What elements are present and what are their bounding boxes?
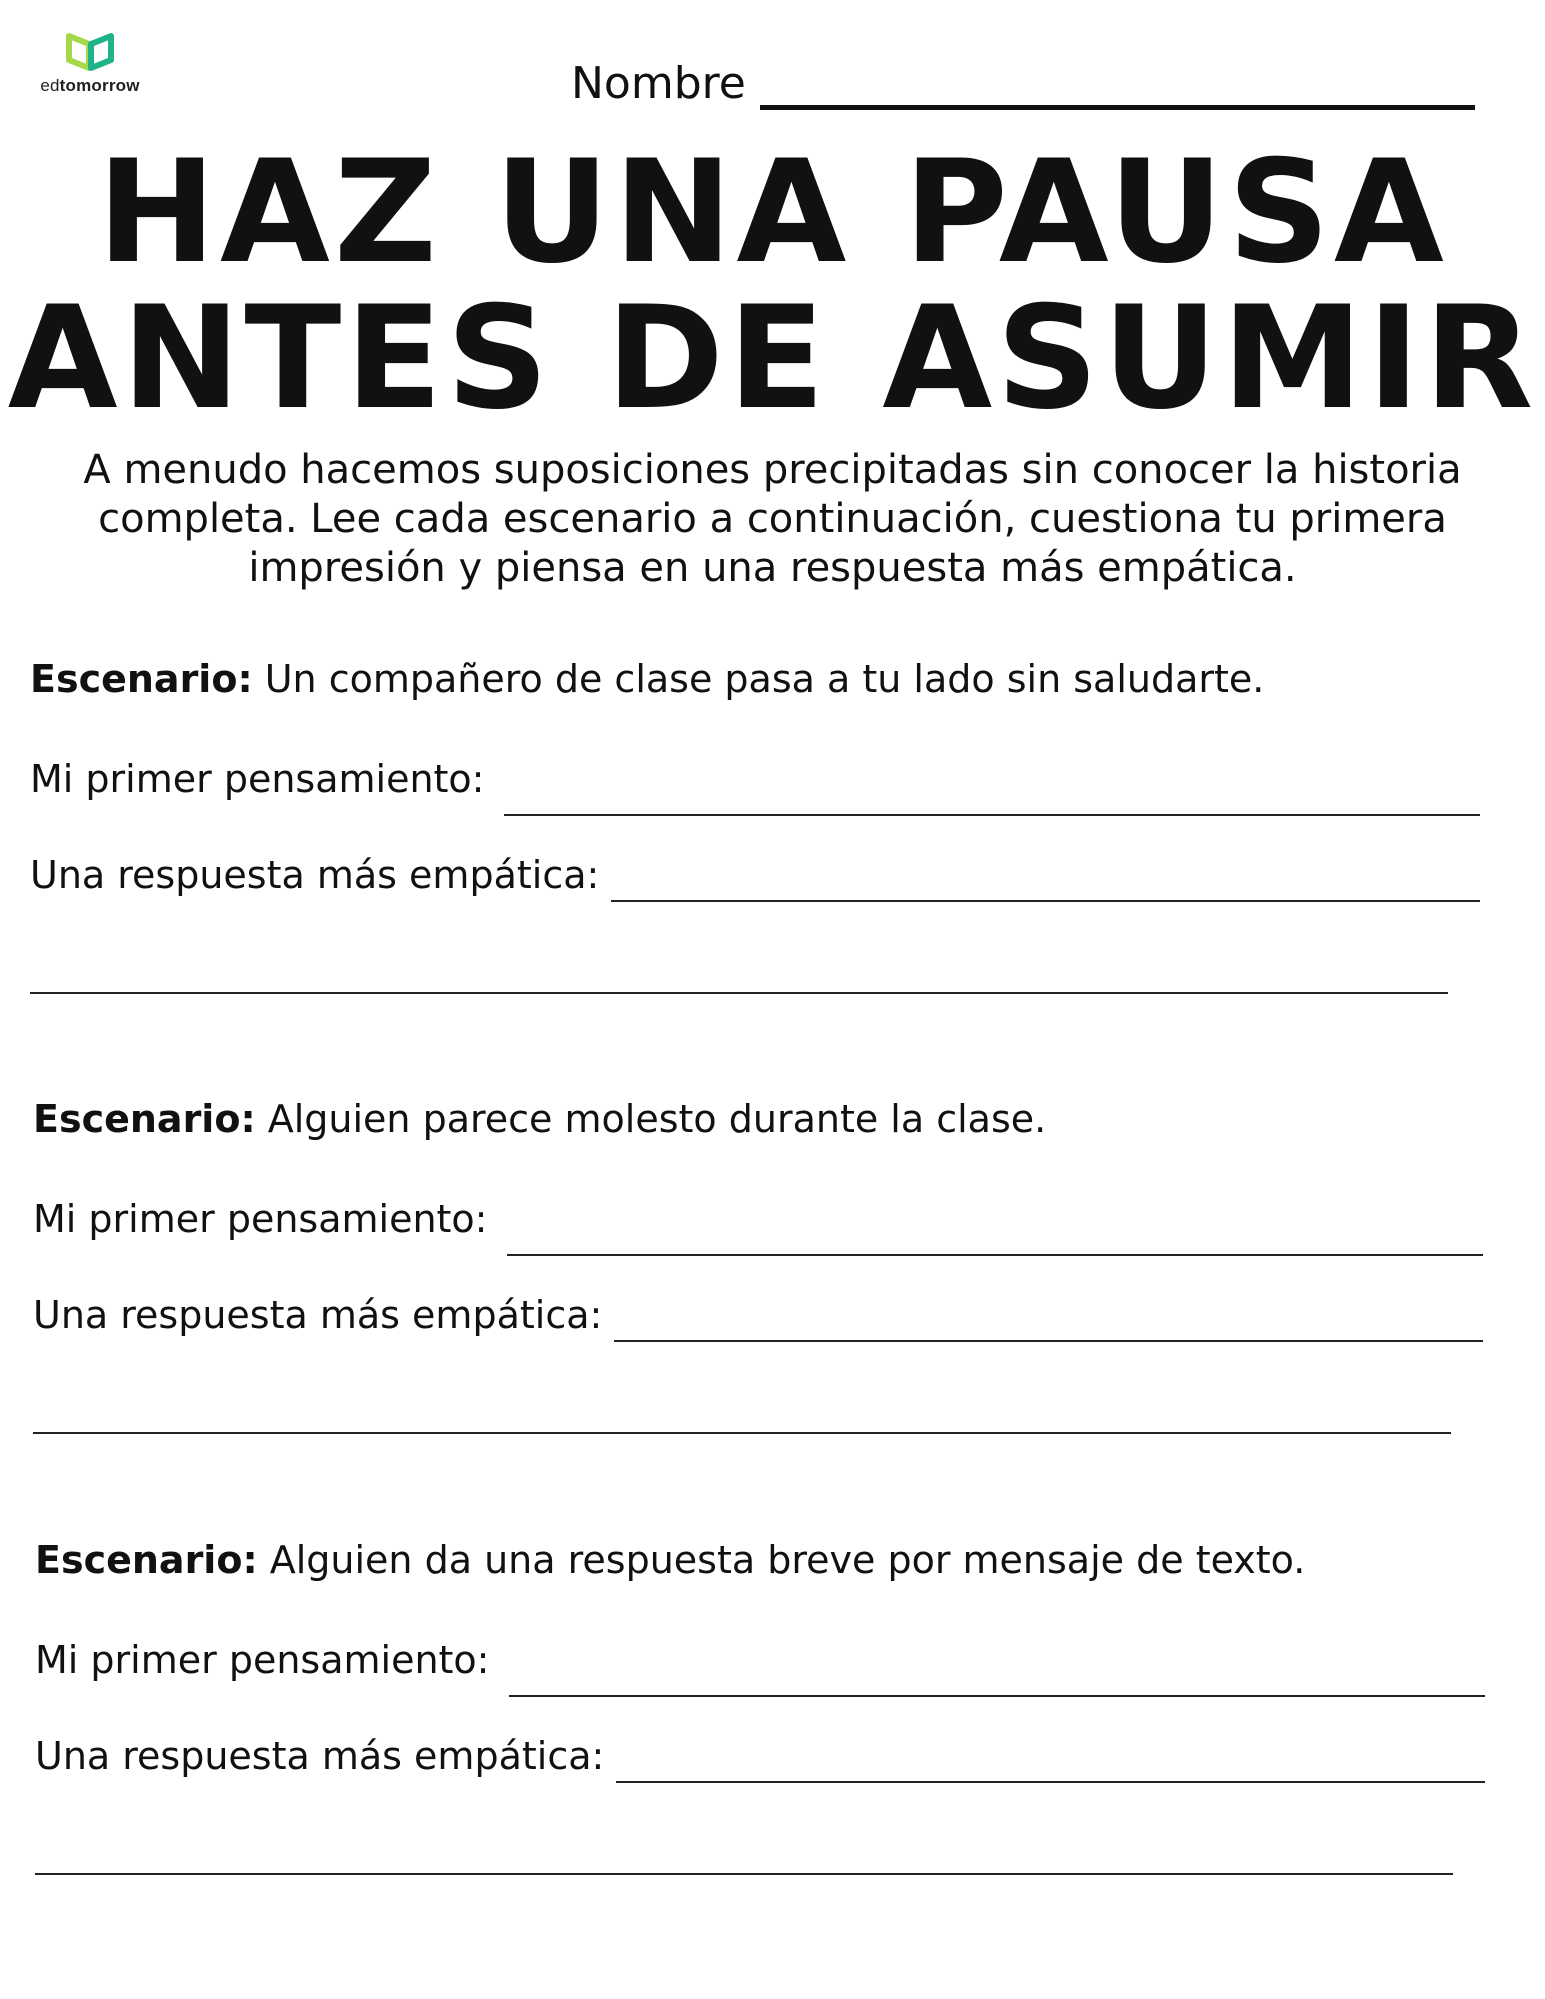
empathetic-response-answer-line[interactable] (611, 900, 1480, 902)
empathetic-response-label: Una respuesta más empática: (35, 1734, 605, 1778)
scenario-2 (33, 1097, 1483, 1434)
first-thought-field (30, 757, 1480, 801)
extra-answer-line[interactable] (33, 1432, 1451, 1434)
first-thought-field (33, 1197, 1483, 1241)
scenario-1 (30, 657, 1480, 994)
empathetic-response-label: Una respuesta más empática: (33, 1293, 603, 1337)
brand-logo (30, 28, 150, 96)
scenario-text: Un compañero de clase pasa a tu lado sin saludarte. (264, 657, 1265, 701)
scenario-label: Escenario: (33, 1097, 256, 1141)
scenario-statement (35, 1538, 1485, 1582)
first-thought-label: Mi primer pensamiento: (30, 757, 485, 801)
extra-answer-line[interactable] (35, 1873, 1453, 1875)
scenario-3 (35, 1538, 1485, 1875)
scenario-statement (30, 657, 1480, 701)
empathetic-response-answer-line[interactable] (614, 1340, 1483, 1342)
empathetic-response-label: Una respuesta más empática: (30, 853, 600, 897)
empathetic-response-field (35, 1734, 1485, 1778)
open-book-icon (65, 28, 115, 72)
first-thought-answer-line[interactable] (504, 814, 1480, 816)
first-thought-answer-line[interactable] (509, 1695, 1485, 1697)
empathetic-response-field (33, 1293, 1483, 1337)
extra-answer-line[interactable] (30, 992, 1448, 994)
logo-wordmark: edtomorrow (40, 76, 140, 95)
name-field (571, 58, 1475, 109)
first-thought-field (35, 1638, 1485, 1682)
first-thought-label: Mi primer pensamiento: (35, 1638, 490, 1682)
name-label: Nombre (571, 58, 746, 109)
empathetic-response-field (30, 853, 1480, 897)
title-line-1: HAZ UNA PAUSA (97, 130, 1448, 295)
first-thought-answer-line[interactable] (507, 1254, 1483, 1256)
scenario-text: Alguien da una respuesta breve por mensaje de texto. (269, 1538, 1306, 1582)
scenario-label: Escenario: (30, 657, 253, 701)
scenario-label: Escenario: (35, 1538, 258, 1582)
first-thought-label: Mi primer pensamiento: (33, 1197, 488, 1241)
empathetic-response-answer-line[interactable] (616, 1781, 1485, 1783)
scenario-statement (33, 1097, 1483, 1141)
name-answer-line[interactable] (760, 105, 1475, 110)
scenario-text: Alguien parece molesto durante la clase. (267, 1097, 1047, 1141)
page-title (0, 130, 1545, 441)
title-line-2: ANTES DE ASUMIR (7, 276, 1538, 441)
intro-paragraph: A menudo hacemos suposiciones precipitadas sin conocer la historia completa. Lee cada escenario a continuación, cuestiona tu primera impresión y piensa en una respuesta más empática. (83, 447, 1462, 591)
